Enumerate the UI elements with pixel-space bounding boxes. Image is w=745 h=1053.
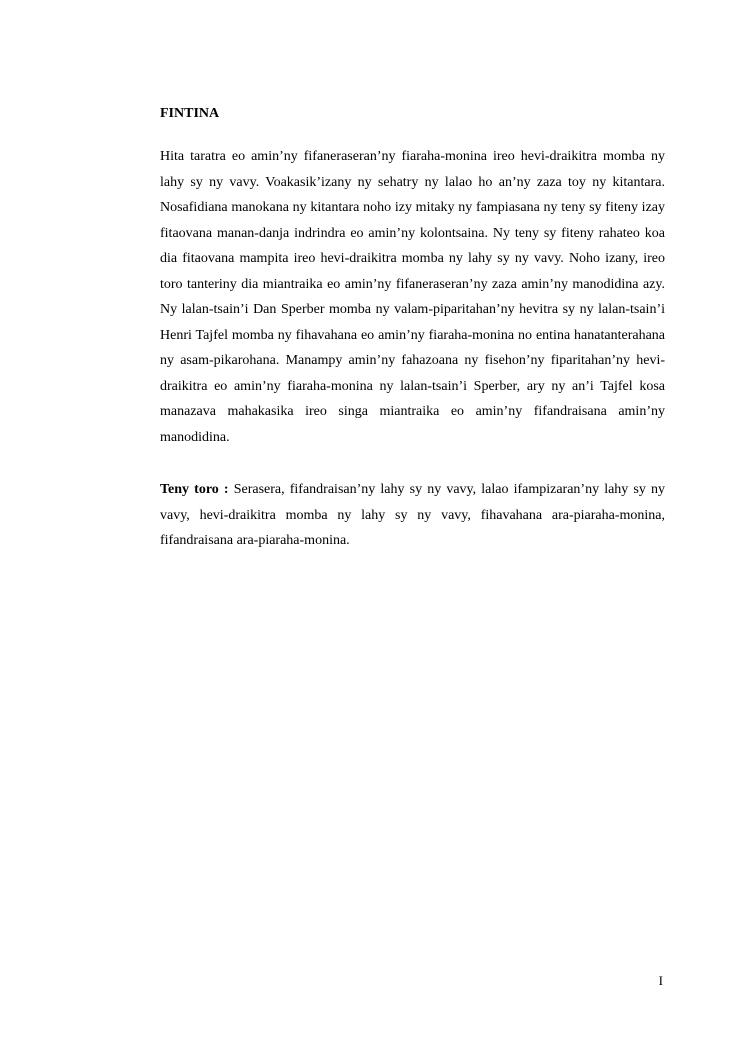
section-heading: FINTINA [160, 106, 220, 121]
keywords-label: Teny toro : [160, 482, 229, 497]
keywords-paragraph [160, 477, 665, 554]
document-page [160, 104, 665, 554]
abstract-paragraph: Hita taratra eo amin’ny fifaneraseran’ny fiaraha-monina ireo hevi-draikitra momba ny lahy sy ny vavy. Voakasik’izany ny sehatry ny lalao ho an’ny zaza toy ny kitantara. Nosafidiana manokana ny kitantara noho izy mitaky ny fampiasana ny teny sy fiteny izay fitaovana manan-danja indrindra eo amin’ny kolontsaina. Ny teny sy fiteny rahateo koa dia fitaovana mampita ireo hevi-draikitra momba ny lahy sy ny vavy. Noho izany, ireo toro tanteriny dia miantraika eo amin’ny fifaneraseran’ny zaza amin’ny manodidina azy. Ny lalan-tsain’i Dan Sperber momba ny valam-piparitahan’ny hevitra sy ny lalan-tsain’i Henri Tajfel momba ny fihavahana eo amin’ny fiaraha-monina no entina hanatanterahana ny asam-pikarohana. Manampy amin’ny fahazoana ny fisehon’ny fiparitahan’ny hevi-draikitra eo amin’ny fiaraha-monina ny lalan-tsain’i Sperber, ary ny an’i Tajfel kosa manazava mahakasika ireo singa miantraika eo amin’ny fifandraisana amin’ny manodidina. [160, 149, 665, 445]
page-number: I [658, 973, 663, 988]
keywords-text: Serasera, fifandraisan’ny lahy sy ny vavy, lalao ifampizaran’ny lahy sy ny vavy, hevi-draikitra momba ny lahy sy ny vavy, fihavahana ara-piaraha-monina, fifandraisana ara-piaraha-monina. [160, 482, 665, 548]
